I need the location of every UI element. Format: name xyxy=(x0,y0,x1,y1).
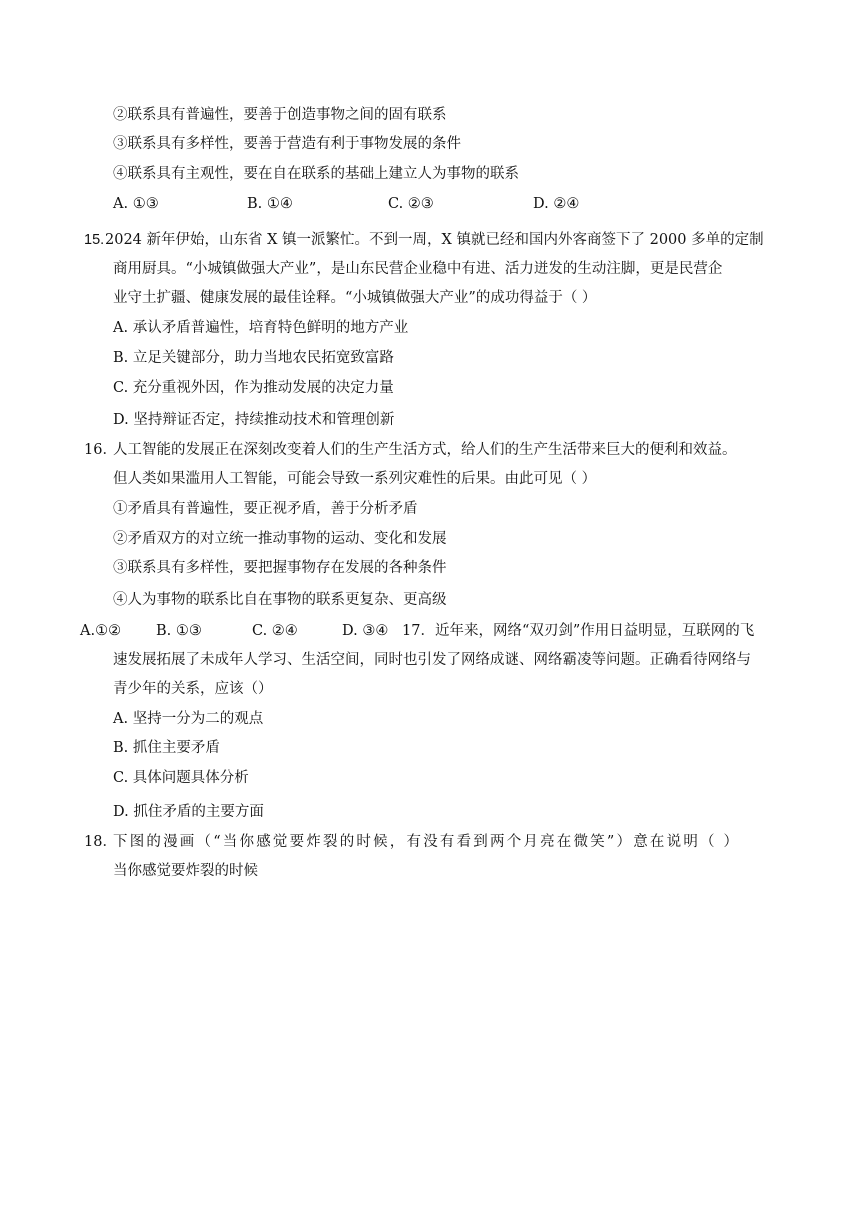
q16-statement-4: ④人为事物的联系比自在事物的联系更复杂、更高级 xyxy=(113,592,447,608)
q15-stem-line-3: 业守土扩疆、健康发展的最佳诠释。“小城镇做强大产业”的成功得益于（ ） xyxy=(113,290,597,306)
q17-option-a: A. 坚持一分为二的观点 xyxy=(113,711,264,727)
q18-number: 18． xyxy=(84,834,117,850)
q14-option-c: C. ②③ xyxy=(388,196,434,212)
q17-option-c: C. 具体问题具体分析 xyxy=(113,770,249,786)
q14-statement-2: ②联系具有普遍性，要善于创造事物之间的固有联系 xyxy=(113,107,447,123)
q15-stem-line-1: 2024 新年伊始，山东省 X 镇一派繁忙。不到一周，X 镇就已经和国内外客商签下了 2000 多单的定制 xyxy=(105,232,764,248)
q14-statement-3: ③联系具有多样性，要善于营造有利于事物发展的条件 xyxy=(113,136,461,152)
q15-option-d: D. 坚持辩证否定，持续推动技术和管理创新 xyxy=(113,412,395,428)
q16-statement-3: ③联系具有多样性，要把握事物存在发展的各种条件 xyxy=(113,560,447,576)
q16-option-a: A.①② xyxy=(80,623,122,639)
q14-option-b: B. ①④ xyxy=(247,196,293,212)
q18-stem: 下图的漫画（“当你感觉要炸裂的时候，有没有看到两个月亮在微笑”）意在说明（ ） xyxy=(113,834,741,850)
q15-number: 15. xyxy=(84,232,105,248)
q16-stem-line-2: 但人类如果滥用人工智能，可能会导致一系列灾难性的后果。由此可见（ ） xyxy=(113,471,597,487)
q15-option-b: B. 立足关键部分，助力当地农民拓宽致富路 xyxy=(113,350,394,366)
q15-option-a: A. 承认矛盾普遍性，培育特色鲜明的地方产业 xyxy=(113,320,409,336)
q14-option-a: A. ①③ xyxy=(113,196,159,212)
q16-option-b: B. ①③ xyxy=(156,623,202,639)
q16-number: 16． xyxy=(84,442,117,458)
q17-stem-line-2: 速发展拓展了未成年人学习、生活空间，同时也引发了网络成谜、网络霸凌等问题。正确看待网络与 xyxy=(113,652,751,668)
q16-statement-2: ②矛盾双方的对立统一推动事物的运动、变化和发展 xyxy=(113,531,447,547)
q14-option-d: D. ②④ xyxy=(533,196,580,212)
q15-stem-line-2: 商用厨具。“小城镇做强大产业”，是山东民营企业稳中有进、活力迸发的生动注脚，更是民营企 xyxy=(113,261,723,277)
q18-cartoon-caption: 当你感觉要炸裂的时候 xyxy=(113,863,258,879)
q17-stem-line-3: 青少年的关系，应该（） xyxy=(113,681,273,697)
q15-option-c: C. 充分重视外因，作为推动发展的决定力量 xyxy=(113,380,394,396)
q14-statement-4: ④联系具有主观性，要在自在联系的基础上建立人为事物的联系 xyxy=(113,166,519,182)
q16-option-d: D. ③④ xyxy=(342,623,389,639)
q17-stem-line-1: 17．近年来，网络“双刃剑”作用日益明显，互联网的飞 xyxy=(402,623,755,639)
q17-option-d: D. 抓住矛盾的主要方面 xyxy=(113,804,264,820)
q16-option-c: C. ②④ xyxy=(252,623,298,639)
q17-option-b: B. 抓住主要矛盾 xyxy=(113,740,220,756)
q16-stem-line-1: 人工智能的发展正在深刻改变着人们的生产生活方式，给人们的生产生活带来巨大的便利和效益。 xyxy=(113,442,737,458)
q16-statement-1: ①矛盾具有普遍性，要正视矛盾，善于分析矛盾 xyxy=(113,501,418,517)
